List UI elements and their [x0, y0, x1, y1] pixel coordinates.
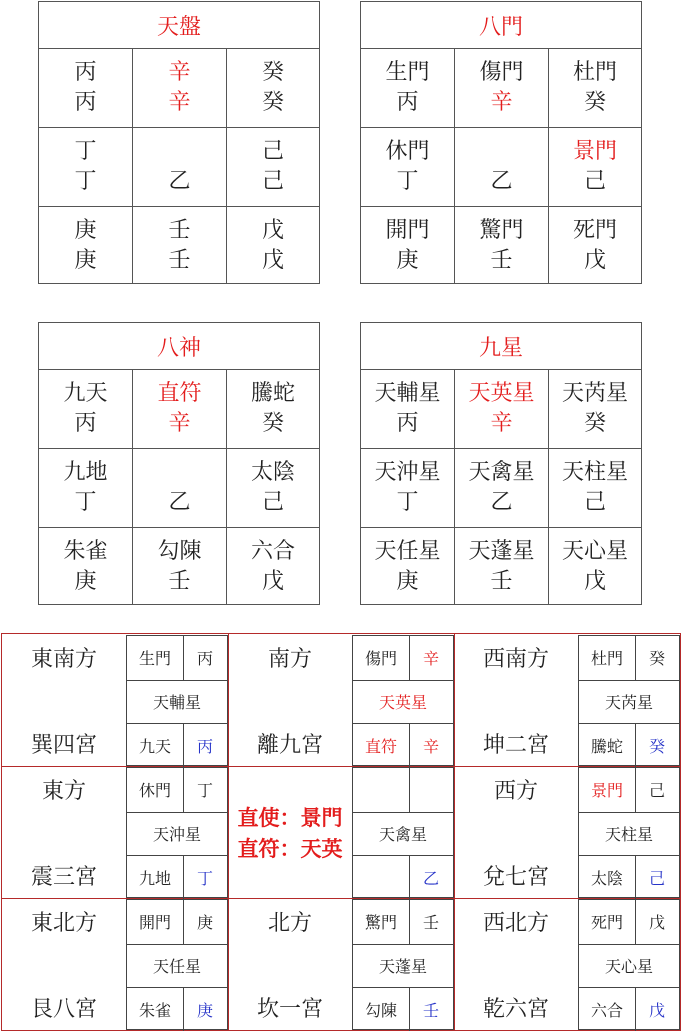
- palace-detail-box: [578, 635, 680, 766]
- dipan-stem: 庚: [196, 1000, 213, 1020]
- cell-line-1: 癸: [261, 60, 284, 85]
- panel-cell: [361, 128, 455, 207]
- palace-label: 震三宮: [30, 865, 97, 890]
- cell-line-1: 朱雀: [63, 538, 108, 564]
- palace-label: 艮八宮: [30, 997, 97, 1022]
- panel-cell: [549, 370, 641, 449]
- panel-cell: [549, 128, 641, 207]
- palace-detail-box: [126, 767, 228, 898]
- cell-line-1: 直符: [157, 381, 202, 406]
- panel-title: 九星: [361, 323, 641, 370]
- dipan-stem: 丙: [196, 736, 213, 756]
- dipan-stem: 戊: [648, 1000, 665, 1020]
- star-label: 天禽星: [378, 824, 427, 844]
- panel-title: 天盤: [39, 2, 319, 49]
- cell-line-1: 杜門: [572, 60, 617, 85]
- cell-line-1: 天沖星: [374, 460, 441, 485]
- panel-cell: [455, 49, 549, 128]
- panel-grid: [361, 49, 641, 284]
- detail-row-top: [353, 768, 453, 812]
- cell-line-1: 天芮星: [561, 381, 628, 406]
- cell-line-1: 勾陳: [157, 538, 202, 564]
- cell-line-1: 驚門: [479, 217, 524, 243]
- palace-detail-box: [578, 899, 680, 1030]
- panel-cell: [549, 449, 641, 528]
- palace-detail-box: [352, 767, 454, 898]
- cell-line-1: 壬: [168, 217, 191, 243]
- palace-detail-box: [352, 635, 454, 766]
- cell-line-1: 天禽星: [468, 460, 535, 485]
- panel-cell: [361, 449, 455, 528]
- cell-line-2: 壬: [490, 568, 513, 594]
- cell-line-2: 己: [261, 490, 284, 515]
- dipan-stem: 丁: [196, 868, 213, 888]
- direction-label: 南方: [267, 647, 312, 672]
- direction-label: 東南方: [30, 647, 97, 672]
- palace-detail-box: [352, 899, 454, 1030]
- panel-grid: [39, 49, 319, 284]
- panel-cell: [549, 49, 641, 128]
- star-label: 天芮星: [604, 692, 653, 712]
- detail-row-top: [353, 900, 453, 944]
- star-label: 天蓬星: [378, 956, 427, 976]
- panel-cell: [455, 207, 549, 284]
- detail-row-bottom: [127, 855, 227, 899]
- cell-line-2: 辛: [168, 411, 191, 436]
- cell-line-1: 九天: [63, 381, 108, 406]
- palace-detail-box: [126, 899, 228, 1030]
- panel-cell: [133, 370, 227, 449]
- panel-cell: [361, 528, 455, 605]
- cell-line-2: 庚: [396, 568, 419, 594]
- cell-line-1: 天蓬星: [468, 538, 535, 564]
- panel-cell: [227, 449, 319, 528]
- cell-line-2: 乙: [490, 169, 513, 194]
- palace-detail-box: [578, 767, 680, 898]
- cell-line-2: 癸: [261, 411, 284, 436]
- cell-line-1: 六合: [250, 538, 295, 564]
- panel-cell: [39, 370, 133, 449]
- panel-cell: [39, 528, 133, 605]
- shen-label: [353, 855, 409, 899]
- cell-line-2: 乙: [490, 490, 513, 515]
- detail-row-top: [353, 636, 453, 680]
- panel-cell: [39, 49, 133, 128]
- panel-cell: [227, 207, 319, 284]
- cell-line-1: 天英星: [468, 381, 535, 406]
- men-label: 死門: [590, 913, 623, 933]
- direction-label: 北方: [267, 911, 312, 936]
- cell-line-1: 死門: [572, 217, 617, 243]
- cell-line-2: 丙: [396, 90, 419, 115]
- tianpan-stem: 戊: [648, 913, 665, 933]
- panel-cell: [227, 528, 319, 605]
- panel-cell: [227, 49, 319, 128]
- detail-row-top: [579, 768, 679, 812]
- tianpan-stem: 癸: [648, 649, 665, 669]
- men-label: [353, 768, 409, 812]
- star-label: 天輔星: [152, 692, 201, 712]
- shen-label: 六合: [590, 1000, 623, 1020]
- panel-cell: [39, 128, 133, 207]
- grid-line: [454, 634, 455, 1030]
- star-label: 天沖星: [152, 824, 201, 844]
- zhifu-label: 直符：天英: [237, 836, 343, 861]
- cell-line-1: 九地: [63, 460, 108, 485]
- cell-line-1: 丙: [74, 60, 97, 85]
- detail-row-bottom: [127, 723, 227, 767]
- panel-cell: [361, 207, 455, 284]
- men-label: 景門: [590, 781, 623, 801]
- cell-line-2: 己: [583, 490, 606, 515]
- detail-row-top: [579, 900, 679, 944]
- cell-line-2: 庚: [396, 247, 419, 273]
- panel-cell: [39, 207, 133, 284]
- cell-line-1: 天任星: [374, 538, 441, 564]
- cell-line-1: 辛: [168, 60, 191, 85]
- cell-line-2: 丁: [396, 490, 419, 515]
- panel-cell: [549, 528, 641, 605]
- panel-cell: [455, 449, 549, 528]
- men-label: 驚門: [364, 913, 397, 933]
- cell-line-2: 丙: [74, 90, 97, 115]
- detail-row-bottom: [579, 987, 679, 1031]
- panel-cell: [133, 449, 227, 528]
- cell-line-2: 癸: [583, 411, 606, 436]
- cell-line-1: 景門: [572, 139, 617, 164]
- cell-line-1: 休門: [385, 139, 430, 164]
- tianpan-stem: 壬: [422, 913, 439, 933]
- tianpan-stem: 丁: [196, 781, 213, 801]
- shen-label: 騰蛇: [590, 736, 623, 756]
- panel-grid: [39, 370, 319, 605]
- panel-cell: [39, 449, 133, 528]
- star-label: 天英星: [378, 692, 427, 712]
- palace-label: 離九宮: [256, 733, 323, 758]
- cell-line-2: 戊: [583, 568, 606, 594]
- jiuxing-panel: [360, 322, 642, 605]
- cell-line-1: 天柱星: [561, 460, 628, 485]
- cell-line-2: 乙: [168, 490, 191, 515]
- panel-grid: [361, 370, 641, 605]
- bashen-panel: [38, 322, 320, 605]
- dipan-stem: 壬: [422, 1000, 439, 1020]
- cell-line-2: 戊: [261, 247, 284, 273]
- cell-line-2: 戊: [583, 247, 606, 273]
- zhishi-label: 直使：景門: [237, 805, 343, 830]
- direction-label: 東方: [41, 779, 86, 804]
- shen-label: 太陰: [590, 868, 623, 888]
- detail-row-top: [127, 900, 227, 944]
- dipan-stem: 乙: [422, 868, 439, 888]
- men-label: 傷門: [364, 649, 397, 669]
- dipan-stem: 辛: [422, 736, 439, 756]
- star-label: 天心星: [604, 956, 653, 976]
- detail-row-top: [127, 768, 227, 812]
- cell-line-2: 乙: [168, 169, 191, 194]
- grid-line: [228, 634, 229, 1030]
- tianpan-stem: 丙: [196, 649, 213, 669]
- palace-label: 巽四宮: [30, 733, 97, 758]
- tianpan-panel: [38, 1, 320, 284]
- men-label: 杜門: [590, 649, 623, 669]
- cell-line-2: 壬: [168, 247, 191, 273]
- tianpan-stem: [409, 768, 453, 812]
- bamen-panel: [360, 1, 642, 284]
- shen-label: 勾陳: [364, 1000, 397, 1020]
- direction-label: 西方: [493, 779, 538, 804]
- star-label: 天柱星: [604, 824, 653, 844]
- panel-cell: [133, 528, 227, 605]
- palace-label: 坤二宮: [482, 733, 549, 758]
- shen-label: 九天: [138, 736, 171, 756]
- cell-line-2: 丁: [74, 169, 97, 194]
- direction-label: 西北方: [482, 911, 549, 936]
- men-label: 開門: [138, 913, 171, 933]
- panel-cell: [361, 49, 455, 128]
- cell-line-1: 太陰: [250, 460, 295, 485]
- direction-label: 西南方: [482, 647, 549, 672]
- palace-label: 坎一宮: [256, 997, 323, 1022]
- panel-cell: [455, 528, 549, 605]
- detail-row-bottom: [579, 855, 679, 899]
- cell-line-1: 戊: [261, 217, 284, 243]
- men-label: 生門: [138, 649, 171, 669]
- cell-line-2: 丙: [74, 411, 97, 436]
- dipan-stem: 己: [648, 868, 665, 888]
- cell-line-1: 開門: [385, 217, 430, 243]
- detail-row-top: [127, 636, 227, 680]
- panel-title: 八神: [39, 323, 319, 370]
- shen-label: 直符: [364, 736, 397, 756]
- cell-line-2: 壬: [490, 247, 513, 273]
- cell-line-2: 戊: [261, 568, 284, 594]
- cell-line-2: 庚: [74, 568, 97, 594]
- detail-row-bottom: [353, 723, 453, 767]
- cell-line-2: 辛: [168, 90, 191, 115]
- cell-line-1: 己: [261, 139, 284, 164]
- tianpan-stem: 辛: [422, 649, 439, 669]
- cell-line-2: 己: [261, 169, 284, 194]
- cell-line-1: 丁: [74, 139, 97, 164]
- star-label: 天任星: [152, 956, 201, 976]
- cell-line-2: 癸: [261, 90, 284, 115]
- panel-cell: [133, 49, 227, 128]
- detail-row-bottom: [127, 987, 227, 1031]
- cell-line-2: 己: [583, 169, 606, 194]
- nine-palace-chart: [1, 633, 681, 1031]
- palace-detail-box: [126, 635, 228, 766]
- panel-cell: [227, 128, 319, 207]
- cell-line-1: 生門: [385, 60, 430, 85]
- direction-label: 東北方: [30, 911, 97, 936]
- panel-title: 八門: [361, 2, 641, 49]
- cell-line-2: 庚: [74, 247, 97, 273]
- cell-line-2: 丙: [396, 411, 419, 436]
- shen-label: 九地: [138, 868, 171, 888]
- detail-row-bottom: [579, 723, 679, 767]
- panel-cell: [361, 370, 455, 449]
- detail-row-bottom: [353, 987, 453, 1031]
- panel-cell: [227, 370, 319, 449]
- cell-line-1: 騰蛇: [250, 381, 295, 406]
- tianpan-stem: 己: [648, 781, 665, 801]
- cell-line-1: 庚: [74, 217, 97, 243]
- shen-label: 朱雀: [138, 1000, 171, 1020]
- cell-line-1: 傷門: [479, 60, 524, 85]
- tianpan-stem: 庚: [196, 913, 213, 933]
- cell-line-2: 癸: [583, 90, 606, 115]
- dipan-stem: 癸: [648, 736, 665, 756]
- panel-cell: [455, 370, 549, 449]
- cell-line-2: 辛: [490, 90, 513, 115]
- cell-line-2: 丁: [74, 490, 97, 515]
- palace-label: 乾六宮: [482, 997, 549, 1022]
- panel-cell: [133, 207, 227, 284]
- cell-line-2: 辛: [490, 411, 513, 436]
- men-label: 休門: [138, 781, 171, 801]
- panel-cell: [455, 128, 549, 207]
- detail-row-bottom: [353, 855, 453, 899]
- palace-label: 兌七宮: [482, 865, 549, 890]
- cell-line-1: 天心星: [561, 538, 628, 564]
- cell-line-1: 天輔星: [374, 381, 441, 406]
- panel-cell: [133, 128, 227, 207]
- cell-line-2: 壬: [168, 568, 191, 594]
- panel-cell: [549, 207, 641, 284]
- detail-row-top: [579, 636, 679, 680]
- cell-line-2: 丁: [396, 169, 419, 194]
